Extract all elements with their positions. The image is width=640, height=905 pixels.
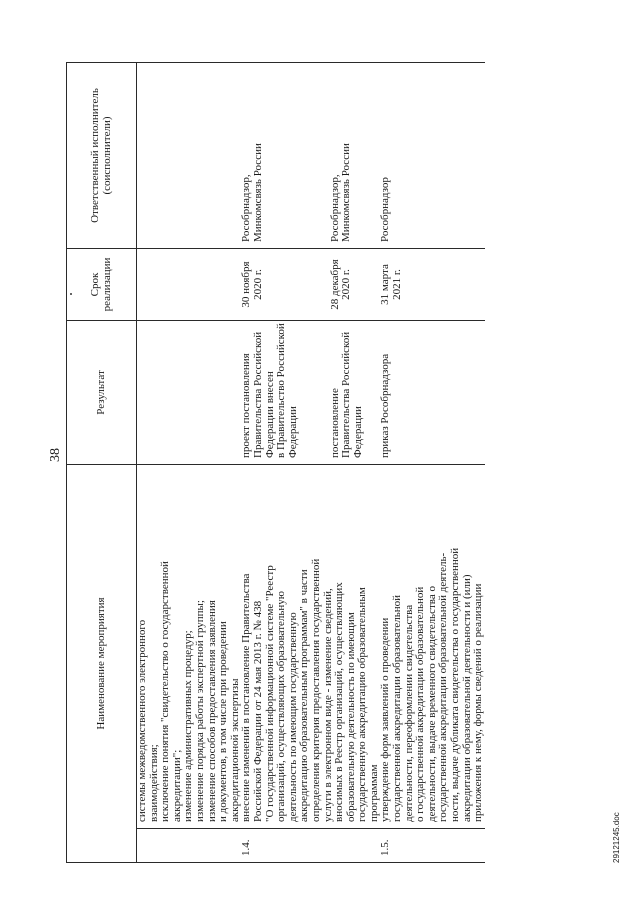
continuation-responsible-empty [137,63,242,249]
text-line: постановление [328,388,341,458]
continuation-name [137,465,242,829]
text-line: Федерации [352,406,365,458]
text-line: изменение способов предоставления заявления [205,600,218,822]
text-line: 30 ноября [240,261,253,308]
text-line: Рособрнадзор, [328,174,341,242]
deadline-cell [241,249,319,321]
text-line: изменение административных процедур; [182,630,195,822]
text-line: утверждение форм заявлений о проведении [379,617,392,822]
text-line: государственной аккредитации образовательной [391,594,404,822]
activity-name [241,465,380,829]
text-line: деятельность по имеющим государственную [286,612,299,822]
text-line: 2020 г. [251,269,264,300]
text-line: 31 марта [379,264,392,305]
text-line: взаимодействия; [147,744,160,822]
text-line: деятельности, выдаче временного свидетельства о [425,586,438,822]
table-header-row [67,63,137,863]
table-row-1-5 [380,63,484,863]
header-name: Наименование мероприятия [67,465,137,863]
text-line: организаций, осуществляющих образовательную [275,590,288,822]
text-line: внесение изменений в постановление Правительства [240,573,253,822]
text-line: деятельности, переоформлении свидетельства [402,604,415,822]
responsible-cell [380,63,484,249]
text-line: 28 декабря [328,259,341,310]
text-line: 2020 г. [340,269,353,300]
result-cell [380,321,484,465]
text-line: вносимых в Реестр организаций, осуществляющих [333,582,346,822]
text-line: Федерации [286,406,299,458]
text-line: Рособрнадзор [379,177,392,242]
text-line: аккредитационной экспертизы [228,678,241,822]
text-line: государственную аккредитацию образовательным [356,587,369,822]
activities-table [66,62,485,863]
text-line: Минкомсвязь России [251,143,264,242]
table-row-1-4-a [241,63,319,863]
text-line: приказ Рособрнадзора [379,353,392,458]
text-line: "О государственной информационной системе "Реестр [263,565,276,822]
text-line: ности, выдаче дубликата свидетельства о государственной [449,547,462,822]
text-line: услуги в электронном виде - изменение сведений, [321,588,334,822]
text-line: Федерации внесен [263,371,276,458]
text-line: приложения к нему, формы сведений о реализации [472,583,485,822]
page-number: 38 [48,448,63,462]
result-cell [320,321,381,465]
deadline-cell [380,249,484,321]
text-line: Рособрнадзор, [240,174,253,242]
continuation-result-empty [137,321,242,465]
text-line: о государственной аккредитации образовательной [414,586,427,822]
activity-name [380,465,484,829]
row-number: 1.5. [380,829,484,863]
text-line: и документов, в том числе при проведении [217,621,230,822]
text-line: исключение понятия "свидетельство о государственной [159,561,172,822]
text-line: Правительства Российской [251,331,264,458]
text-line: аккредитации образовательной деятельности и (или) [460,574,473,822]
header-responsible: Ответственный исполнитель (соисполнители) [67,63,137,249]
text-line: программам [367,764,380,822]
file-name-footer: 29121245.doc [612,812,621,863]
text-line: аккредитации"; [170,749,183,822]
result-cell [241,321,319,465]
row-number-empty [137,829,242,863]
text-line: 2021 г. [391,269,404,300]
deadline-cell [320,249,381,321]
text-line: Российской Федерации от 24 мая 2013 г. № 438 [251,600,264,822]
text-line: Правительства Российской [340,331,353,458]
responsible-cell [241,63,319,249]
table-row-continuation [137,63,242,863]
responsible-cell [320,63,381,249]
row-number: 1.4. [241,829,380,863]
text-line: проект постановления [240,353,253,458]
continuation-deadline-empty [137,249,242,321]
text-line: изменение порядка работы экспертной группы; [193,600,206,822]
text-line: Минкомсвязь России [340,143,353,242]
header-result: Результат [67,321,137,465]
text-line: определения критерия предоставления государственной [309,558,322,822]
text-line: государственной аккредитации образовательной деятель- [437,552,450,822]
text-line: системы межведомственного электронного [136,619,148,822]
text-line: в Правительство Российской [275,323,288,458]
text-line: аккредитацию образовательным программам" в части [298,569,311,822]
text-line: образовательную деятельность по имеющим [344,612,357,822]
header-deadline: Срок реализации [67,249,137,321]
